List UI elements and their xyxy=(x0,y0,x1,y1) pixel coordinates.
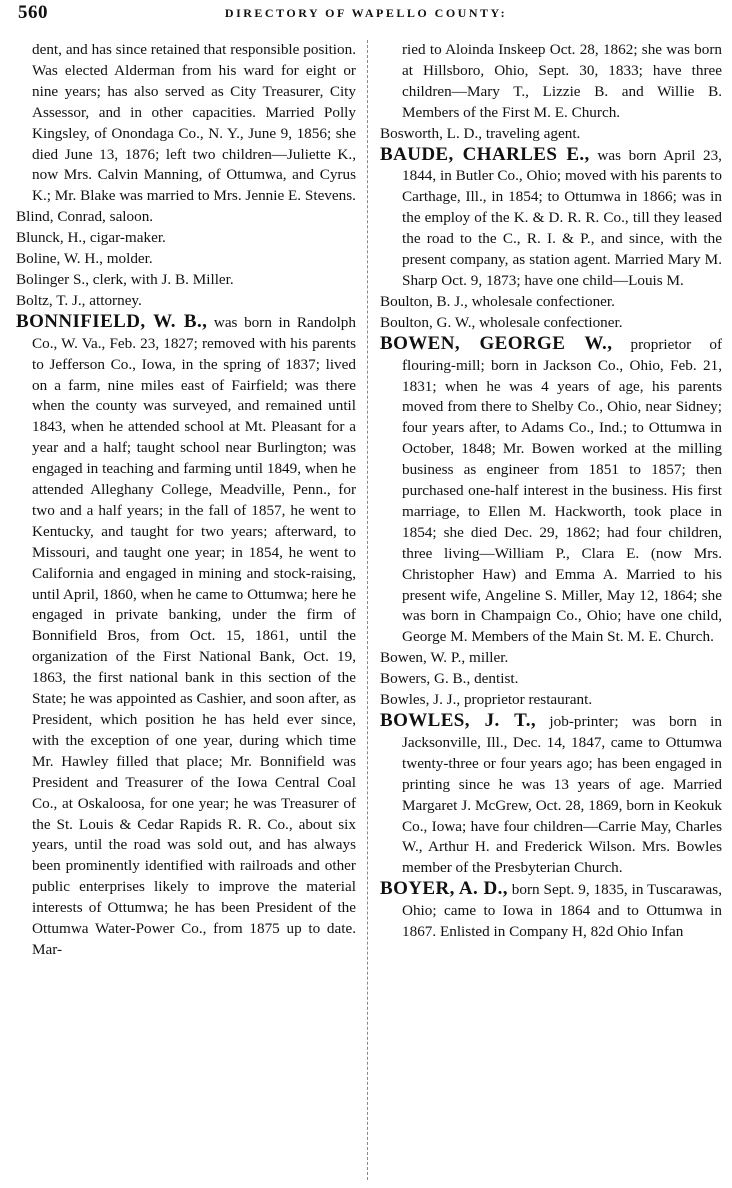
right-column xyxy=(380,40,722,943)
entry-name: BONNIFIELD, W. B., xyxy=(16,310,208,332)
biography-entry xyxy=(16,312,356,961)
directory-entry xyxy=(16,291,356,312)
running-title: DIRECTORY OF WAPELLO COUNTY: xyxy=(224,6,508,20)
directory-entry xyxy=(380,648,722,669)
entry-text: Bosworth, L. D., traveling agent. xyxy=(380,124,581,142)
biography-entry xyxy=(380,879,722,943)
directory-entry xyxy=(16,249,356,270)
entry-text: born Sept. 9, 1835, in Tuscarawas, Ohio; came to Iowa in 1864 and to Ottumwa in 1867. Enlisted in Company H, 82d Ohio Infan xyxy=(402,881,722,941)
entry-text: Boltz, T. J., attorney. xyxy=(16,291,142,309)
entry-text: was born April 23, 1844, in Butler Co., Ohio; moved with his parents to Carthage, Ill., in 1854; to Ottumwa in 1866; was in the employ of the K. & D. R. R. Co., till they leased the road to the C., R. I. & P., and since, with the present company, as station agent. Married Mary M. Sharp Oct. 9, 1873; have one child—Louis M. xyxy=(402,146,722,289)
entry-name: BAUDE, CHARLES E., xyxy=(380,143,590,165)
entry-name: BOWEN, GEORGE W., xyxy=(380,332,613,354)
entry-text: job-printer; was born in Jacksonville, Ill., Dec. 14, 1847, came to Ottumwa twenty-three or four years ago; has been engaged in printing since he was 13 years of age. Married Margaret J. McGrew, Oct. 28, 1869, born in Keokuk Co., Iowa; have four children—Carrie May, Charles W., Arthur H. and Frederick Wilson. Mrs. Bowles member of the Presbyterian Church. xyxy=(402,713,722,877)
entry-continuation xyxy=(380,40,722,124)
directory-entry xyxy=(16,207,356,228)
entry-text: Bowles, J. J., proprietor restaurant. xyxy=(380,691,593,709)
left-column xyxy=(16,40,356,961)
entry-text: Blunck, H., cigar-maker. xyxy=(16,229,166,247)
entry-text: was born in Randolph Co., W. Va., Feb. 23, 1827; removed with his parents to Jefferson Co., Iowa, in the spring of 1837; lived on a farm, nine miles east of Fairfield; was there when the county was surveyed, and remained until 1843, when he attended school at Mt. Pleasant for a year and a half; taught school near Burlington; was engaged in teaching and farming until 1849, when he attended Alleghany College, Meadville, Penn., for two and a half years; in the fall of 1857, he went to Kentucky, and taught for two years; afterward, to Missouri, and taught one year; in 1854, he went to California and engaged in mining and stock-raising, until April, 1860, when he came to Ottumwa; here he engaged in private banking, under the firm of Bonnifield Bros, from Oct. 15, 1861, until the organization of the First National Bank, Oct. 19, 1863, the first national bank in this section of the State; he was appointed as Cashier, and soon after, as President, which position he has held ever since, with the exception of one year, during which time Mr. Hawley filled that place; Mr. Bonnifield was President and Treasurer of the Iowa Central Coal Co., at Oskaloosa, for one year; he was Treasurer of the St. Louis & Cedar Rapids R. R. Co., about six years, until the road was sold out, and has always been prominently identified with railroads and other public enterprises likely to improve the material interests of Ottumwa; he has been President of the Ottumwa Water-Power Co., from 1875 up to date. Mar- xyxy=(32,313,356,958)
directory-entry xyxy=(380,669,722,690)
page-number: 560 xyxy=(18,2,48,23)
entry-text: Boulton, G. W., wholesale confectioner. xyxy=(380,313,623,331)
biography-entry xyxy=(380,711,722,879)
directory-entry xyxy=(380,690,722,711)
entry-name: BOYER, A. D., xyxy=(380,878,508,900)
entry-text: Bowers, G. B., dentist. xyxy=(380,670,519,688)
directory-entry xyxy=(380,313,722,334)
column-divider xyxy=(367,40,368,1180)
entry-name: BOWLES, J. T., xyxy=(380,710,537,731)
entry-text: ried to Aloinda Inskeep Oct. 28, 1862; she was born at Hillsboro, Ohio, Sept. 30, 1833; have three children—Mary T., Lizzie B. and Willie B. Members of the First M. E. Church. xyxy=(402,41,722,121)
entry-text: Boline, W. H., molder. xyxy=(16,250,153,268)
entry-text: dent, and has since retained that responsible position. Was elected Alderman from his ward for eight or nine years; has also served as City Treasurer, City Assessor, and in other capacities. Married Polly Kingsley, of Onondaga Co., N. Y., June 9, 1856; she died June 13, 1876; left two children—Juliette K., now Mrs. Calvin Manning, of Ottumwa, and Cyrus K.; Mr. Blake was married to Mrs. Jennie E. Stevens. xyxy=(32,41,356,205)
entry-text: proprietor of flouring-mill; born in Jackson Co., Ohio, Feb. 21, 1831; when he was 4 years of age, his parents moved from there to Shelby Co., Ohio, near Sidney; four years after, to Adams Co., Ind.; to Ottumwa in October, 1848; Mr. Bowen worked at the milling business as engineer from 1851 to 1857; then purchased one-half interest in the business. His first marriage, to Ellen M. Hackworth, took place in 1854; she died Dec. 29, 1862; had four children, three living—William P., Clara E. (now Mrs. Christopher Haw) and Emma A. Married to his present wife, Angeline S. Miller, May 12, 1864; she was born in Champaign Co., Ohio; have one child, George M. Members of the Main St. M. E. Church. xyxy=(402,335,722,646)
directory-entry xyxy=(16,270,356,291)
biography-entry xyxy=(380,334,722,649)
entry-text: Bolinger S., clerk, with J. B. Miller. xyxy=(16,270,234,288)
entry-continuation xyxy=(16,40,356,207)
directory-entry xyxy=(380,292,722,313)
directory-entry xyxy=(16,228,356,249)
directory-entry xyxy=(380,124,722,145)
entry-text: Bowen, W. P., miller. xyxy=(380,649,509,667)
entry-text: Blind, Conrad, saloon. xyxy=(16,208,154,226)
biography-entry xyxy=(380,145,722,292)
entry-text: Boulton, B. J., wholesale confectioner. xyxy=(380,292,615,310)
